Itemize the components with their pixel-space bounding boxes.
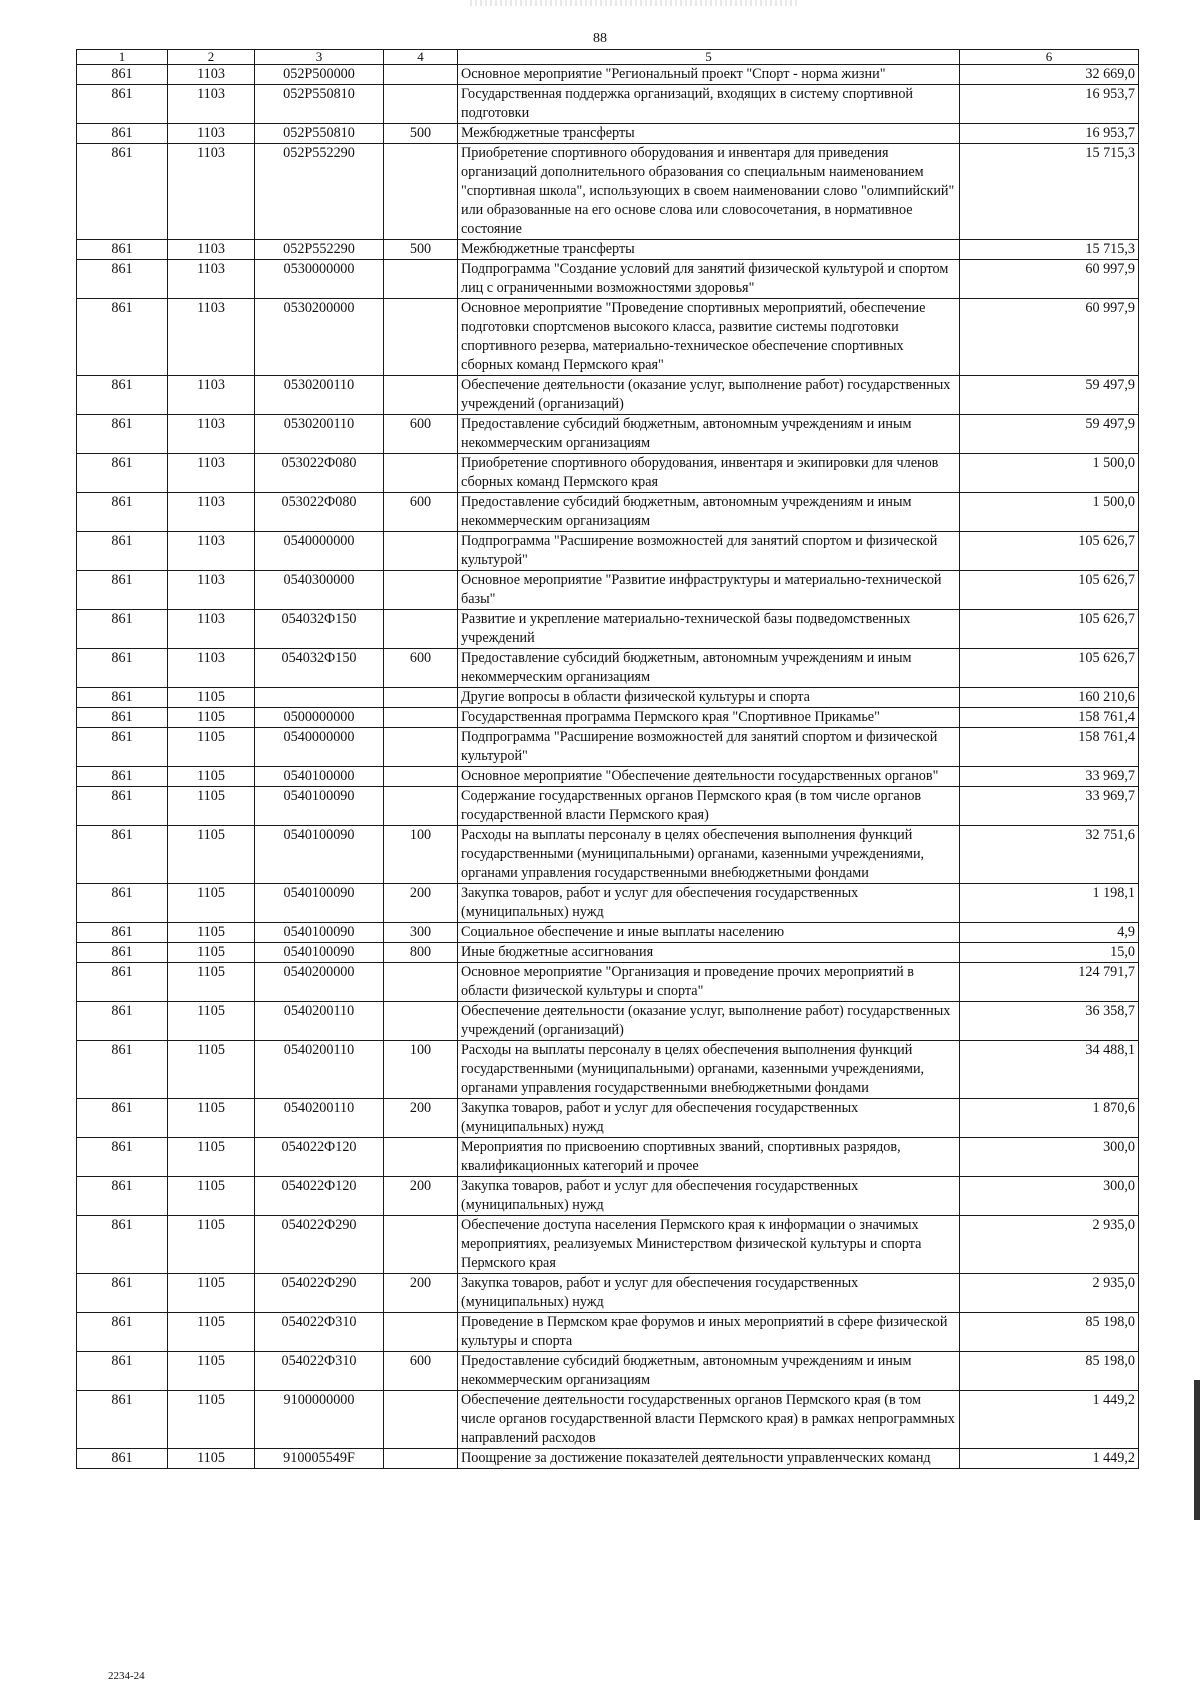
table-row	[77, 1041, 1139, 1099]
header-col-3: 3	[255, 50, 384, 65]
cell-section-code: 1105	[168, 826, 255, 884]
cell-article-code: 0530200000	[255, 299, 384, 376]
cell-item-name: Закупка товаров, работ и услуг для обеспечения государственных (муниципальных) нужд	[458, 1274, 960, 1313]
table-row	[77, 1352, 1139, 1391]
cell-expense-type: 600	[384, 1352, 458, 1391]
cell-expense-type	[384, 688, 458, 708]
cell-amount: 34 488,1	[960, 1041, 1139, 1099]
table-body	[77, 65, 1139, 1469]
cell-amount: 60 997,9	[960, 260, 1139, 299]
cell-amount: 160 210,6	[960, 688, 1139, 708]
table-row	[77, 85, 1139, 124]
cell-article-code: 054032Ф150	[255, 610, 384, 649]
cell-expense-type: 600	[384, 649, 458, 688]
cell-article-code: 052P552290	[255, 144, 384, 240]
table-row	[77, 415, 1139, 454]
cell-article-code: 054022Ф310	[255, 1313, 384, 1352]
table-row	[77, 1274, 1139, 1313]
table-row	[77, 571, 1139, 610]
cell-amount: 300,0	[960, 1177, 1139, 1216]
cell-article-code: 0530000000	[255, 260, 384, 299]
cell-item-name: Подпрограмма "Расширение возможностей для занятий спортом и физической культурой"	[458, 532, 960, 571]
cell-item-name: Иные бюджетные ассигнования	[458, 943, 960, 963]
cell-expense-type	[384, 299, 458, 376]
cell-section-code: 1103	[168, 454, 255, 493]
cell-amount: 16 953,7	[960, 85, 1139, 124]
cell-section-code: 1103	[168, 124, 255, 144]
cell-article-code: 0530200110	[255, 415, 384, 454]
table-row	[77, 884, 1139, 923]
cell-amount: 124 791,7	[960, 963, 1139, 1002]
cell-section-code: 1105	[168, 1313, 255, 1352]
cell-amount: 15 715,3	[960, 144, 1139, 240]
scan-artifact-edge	[1194, 1380, 1200, 1520]
cell-expense-type	[384, 1002, 458, 1041]
table-row	[77, 1313, 1139, 1352]
table-row	[77, 1138, 1139, 1177]
cell-expense-type: 200	[384, 1099, 458, 1138]
cell-admin-code: 861	[77, 415, 168, 454]
cell-expense-type	[384, 767, 458, 787]
cell-admin-code: 861	[77, 728, 168, 767]
cell-amount: 2 935,0	[960, 1216, 1139, 1274]
cell-article-code: 054022Ф290	[255, 1216, 384, 1274]
cell-admin-code: 861	[77, 454, 168, 493]
cell-article-code: 052P552290	[255, 240, 384, 260]
cell-item-name: Государственная поддержка организаций, входящих в систему спортивной подготовки	[458, 85, 960, 124]
cell-section-code: 1105	[168, 963, 255, 1002]
cell-amount: 16 953,7	[960, 124, 1139, 144]
cell-item-name: Обеспечение деятельности (оказание услуг, выполнение работ) государственных учреждений (организаций)	[458, 1002, 960, 1041]
cell-admin-code: 861	[77, 532, 168, 571]
cell-section-code: 1105	[168, 767, 255, 787]
cell-article-code: 054022Ф290	[255, 1274, 384, 1313]
cell-item-name: Приобретение спортивного оборудования, инвентаря и экипировки для членов сборных команд Пермского края	[458, 454, 960, 493]
cell-amount: 2 935,0	[960, 1274, 1139, 1313]
cell-item-name: Обеспечение деятельности государственных органов Пермского края (в том числе органов государственной власти Пермского края) в рамках непрограммных направлений расходов	[458, 1391, 960, 1449]
cell-article-code: 054022Ф120	[255, 1177, 384, 1216]
cell-amount: 59 497,9	[960, 376, 1139, 415]
cell-amount: 1 500,0	[960, 493, 1139, 532]
cell-admin-code: 861	[77, 65, 168, 85]
header-col-4: 4	[384, 50, 458, 65]
cell-item-name: Закупка товаров, работ и услуг для обеспечения государственных (муниципальных) нужд	[458, 1177, 960, 1216]
cell-admin-code: 861	[77, 299, 168, 376]
cell-admin-code: 861	[77, 1352, 168, 1391]
cell-section-code: 1105	[168, 1177, 255, 1216]
cell-expense-type	[384, 571, 458, 610]
cell-amount: 33 969,7	[960, 767, 1139, 787]
table-row	[77, 649, 1139, 688]
table-row	[77, 767, 1139, 787]
cell-expense-type	[384, 260, 458, 299]
cell-amount: 158 761,4	[960, 708, 1139, 728]
cell-expense-type: 600	[384, 415, 458, 454]
footer-code: 2234-24	[108, 1670, 145, 1682]
cell-section-code: 1105	[168, 688, 255, 708]
cell-item-name: Подпрограмма "Создание условий для занятий физической культурой и спортом лиц с ограниченными возможностями здоровья"	[458, 260, 960, 299]
cell-item-name: Основное мероприятие "Региональный проект "Спорт - норма жизни"	[458, 65, 960, 85]
cell-expense-type	[384, 144, 458, 240]
table-row	[77, 610, 1139, 649]
table-row	[77, 240, 1139, 260]
cell-expense-type	[384, 610, 458, 649]
cell-section-code: 1103	[168, 493, 255, 532]
cell-article-code: 0540200110	[255, 1041, 384, 1099]
table-row	[77, 124, 1139, 144]
budget-table	[76, 49, 1139, 1469]
cell-article-code: 0540200110	[255, 1002, 384, 1041]
cell-item-name: Другие вопросы в области физической культуры и спорта	[458, 688, 960, 708]
cell-item-name: Проведение в Пермском крае форумов и иных мероприятий в сфере физической культуры и спорта	[458, 1313, 960, 1352]
cell-section-code: 1105	[168, 1041, 255, 1099]
table-row	[77, 376, 1139, 415]
cell-expense-type: 200	[384, 1274, 458, 1313]
cell-expense-type	[384, 708, 458, 728]
cell-section-code: 1105	[168, 1216, 255, 1274]
table-row	[77, 493, 1139, 532]
cell-item-name: Государственная программа Пермского края "Спортивное Прикамье"	[458, 708, 960, 728]
cell-item-name: Межбюджетные трансферты	[458, 240, 960, 260]
cell-amount: 15 715,3	[960, 240, 1139, 260]
cell-section-code: 1105	[168, 923, 255, 943]
cell-amount: 4,9	[960, 923, 1139, 943]
cell-section-code: 1103	[168, 649, 255, 688]
cell-article-code: 0540100000	[255, 767, 384, 787]
cell-item-name: Основное мероприятие "Обеспечение деятельности государственных органов"	[458, 767, 960, 787]
cell-admin-code: 861	[77, 1099, 168, 1138]
cell-item-name: Предоставление субсидий бюджетным, автономным учреждениям и иным некоммерческим организациям	[458, 415, 960, 454]
table-row	[77, 260, 1139, 299]
cell-expense-type	[384, 376, 458, 415]
cell-admin-code: 861	[77, 767, 168, 787]
cell-amount: 300,0	[960, 1138, 1139, 1177]
cell-article-code: 0540200110	[255, 1099, 384, 1138]
cell-expense-type	[384, 532, 458, 571]
cell-admin-code: 861	[77, 1313, 168, 1352]
cell-item-name: Мероприятия по присвоению спортивных званий, спортивных разрядов, квалификационных категорий и прочее	[458, 1138, 960, 1177]
cell-admin-code: 861	[77, 144, 168, 240]
cell-article-code: 054022Ф120	[255, 1138, 384, 1177]
cell-admin-code: 861	[77, 260, 168, 299]
cell-expense-type	[384, 454, 458, 493]
cell-admin-code: 861	[77, 1216, 168, 1274]
cell-section-code: 1105	[168, 943, 255, 963]
cell-item-name: Закупка товаров, работ и услуг для обеспечения государственных (муниципальных) нужд	[458, 1099, 960, 1138]
table-row	[77, 728, 1139, 767]
cell-admin-code: 861	[77, 1274, 168, 1313]
cell-article-code: 053022Ф080	[255, 493, 384, 532]
header-col-5: 5	[458, 50, 960, 65]
table-row	[77, 1002, 1139, 1041]
cell-article-code: 052P550810	[255, 124, 384, 144]
cell-amount: 105 626,7	[960, 610, 1139, 649]
cell-section-code: 1103	[168, 260, 255, 299]
cell-admin-code: 861	[77, 124, 168, 144]
cell-item-name: Предоставление субсидий бюджетным, автономным учреждениям и иным некоммерческим организациям	[458, 649, 960, 688]
cell-admin-code: 861	[77, 493, 168, 532]
cell-admin-code: 861	[77, 571, 168, 610]
table-row	[77, 1216, 1139, 1274]
table-row	[77, 144, 1139, 240]
table-row	[77, 688, 1139, 708]
cell-section-code: 1103	[168, 65, 255, 85]
cell-amount: 105 626,7	[960, 649, 1139, 688]
cell-article-code: 052P550810	[255, 85, 384, 124]
cell-article-code: 0540000000	[255, 728, 384, 767]
cell-admin-code: 861	[77, 923, 168, 943]
cell-admin-code: 861	[77, 708, 168, 728]
table-header-row	[77, 50, 1139, 65]
cell-item-name: Поощрение за достижение показателей деятельности управленческих команд	[458, 1449, 960, 1469]
cell-amount: 105 626,7	[960, 571, 1139, 610]
cell-article-code: 0540000000	[255, 532, 384, 571]
cell-admin-code: 861	[77, 376, 168, 415]
cell-admin-code: 861	[77, 1002, 168, 1041]
cell-admin-code: 861	[77, 826, 168, 884]
cell-admin-code: 861	[77, 85, 168, 124]
cell-item-name: Предоставление субсидий бюджетным, автономным учреждениям и иным некоммерческим организациям	[458, 1352, 960, 1391]
cell-expense-type: 800	[384, 943, 458, 963]
scan-artifact-top	[470, 0, 800, 6]
cell-section-code: 1103	[168, 571, 255, 610]
cell-expense-type	[384, 1216, 458, 1274]
cell-article-code: 9100000000	[255, 1391, 384, 1449]
cell-section-code: 1103	[168, 610, 255, 649]
table-row	[77, 923, 1139, 943]
cell-article-code: 0530200110	[255, 376, 384, 415]
cell-section-code: 1105	[168, 728, 255, 767]
cell-article-code: 0500000000	[255, 708, 384, 728]
cell-admin-code: 861	[77, 688, 168, 708]
cell-admin-code: 861	[77, 943, 168, 963]
cell-expense-type: 200	[384, 884, 458, 923]
table-row	[77, 787, 1139, 826]
cell-section-code: 1103	[168, 144, 255, 240]
cell-expense-type	[384, 728, 458, 767]
cell-expense-type: 500	[384, 124, 458, 144]
cell-admin-code: 861	[77, 1177, 168, 1216]
cell-section-code: 1103	[168, 240, 255, 260]
cell-admin-code: 861	[77, 1041, 168, 1099]
cell-expense-type	[384, 1391, 458, 1449]
cell-article-code: 0540100090	[255, 787, 384, 826]
cell-section-code: 1105	[168, 1449, 255, 1469]
cell-article-code: 053022Ф080	[255, 454, 384, 493]
cell-item-name: Основное мероприятие "Проведение спортивных мероприятий, обеспечение подготовки спортсменов высокого класса, развитие системы подготовки спортивного резерва, материально-техническое обеспечение спортивных сборных команд Пермского края"	[458, 299, 960, 376]
cell-article-code: 0540100090	[255, 923, 384, 943]
cell-item-name: Обеспечение деятельности (оказание услуг, выполнение работ) государственных учреждений (организаций)	[458, 376, 960, 415]
cell-amount: 158 761,4	[960, 728, 1139, 767]
cell-amount: 60 997,9	[960, 299, 1139, 376]
cell-admin-code: 861	[77, 884, 168, 923]
cell-amount: 1 449,2	[960, 1449, 1139, 1469]
header-col-6: 6	[960, 50, 1139, 65]
table-row	[77, 454, 1139, 493]
cell-amount: 105 626,7	[960, 532, 1139, 571]
cell-amount: 15,0	[960, 943, 1139, 963]
table-row	[77, 963, 1139, 1002]
cell-amount: 85 198,0	[960, 1313, 1139, 1352]
cell-amount: 36 358,7	[960, 1002, 1139, 1041]
cell-article-code: 052P500000	[255, 65, 384, 85]
cell-item-name: Расходы на выплаты персоналу в целях обеспечения выполнения функций государственными (муниципальными) органами, казенными учреждениями, органами управления государственными внебюджетными фондами	[458, 826, 960, 884]
cell-item-name: Межбюджетные трансферты	[458, 124, 960, 144]
cell-expense-type	[384, 1313, 458, 1352]
cell-amount: 85 198,0	[960, 1352, 1139, 1391]
cell-section-code: 1105	[168, 1138, 255, 1177]
table-row	[77, 65, 1139, 85]
cell-item-name: Закупка товаров, работ и услуг для обеспечения государственных (муниципальных) нужд	[458, 884, 960, 923]
cell-section-code: 1105	[168, 1352, 255, 1391]
cell-expense-type	[384, 85, 458, 124]
cell-section-code: 1105	[168, 1099, 255, 1138]
table-row	[77, 299, 1139, 376]
cell-amount: 1 449,2	[960, 1391, 1139, 1449]
page-number: 88	[593, 31, 607, 46]
cell-item-name: Развитие и укрепление материально-технической базы подведомственных учреждений	[458, 610, 960, 649]
cell-admin-code: 861	[77, 610, 168, 649]
cell-expense-type: 600	[384, 493, 458, 532]
cell-article-code: 0540100090	[255, 943, 384, 963]
cell-item-name: Подпрограмма "Расширение возможностей для занятий спортом и физической культурой"	[458, 728, 960, 767]
cell-admin-code: 861	[77, 240, 168, 260]
cell-admin-code: 861	[77, 1138, 168, 1177]
cell-item-name: Содержание государственных органов Пермского края (в том числе органов государственной власти Пермского края)	[458, 787, 960, 826]
cell-expense-type: 300	[384, 923, 458, 943]
cell-expense-type	[384, 787, 458, 826]
cell-section-code: 1105	[168, 708, 255, 728]
cell-amount: 32 751,6	[960, 826, 1139, 884]
cell-item-name: Социальное обеспечение и иные выплаты населению	[458, 923, 960, 943]
cell-amount: 32 669,0	[960, 65, 1139, 85]
cell-section-code: 1105	[168, 1391, 255, 1449]
cell-amount: 1 870,6	[960, 1099, 1139, 1138]
cell-expense-type: 500	[384, 240, 458, 260]
cell-amount: 59 497,9	[960, 415, 1139, 454]
cell-expense-type: 100	[384, 1041, 458, 1099]
cell-section-code: 1105	[168, 1274, 255, 1313]
cell-section-code: 1103	[168, 376, 255, 415]
cell-item-name: Расходы на выплаты персоналу в целях обеспечения выполнения функций государственными (муниципальными) органами, казенными учреждениями, органами управления государственными внебюджетными фондами	[458, 1041, 960, 1099]
table-row	[77, 1391, 1139, 1449]
cell-item-name: Основное мероприятие "Развитие инфраструктуры и материально-технической базы"	[458, 571, 960, 610]
cell-expense-type	[384, 1138, 458, 1177]
cell-article-code: 910005549F	[255, 1449, 384, 1469]
table-row	[77, 532, 1139, 571]
cell-item-name: Основное мероприятие "Организация и проведение прочих мероприятий в области физической культуры и спорта"	[458, 963, 960, 1002]
cell-expense-type	[384, 1449, 458, 1469]
cell-amount: 1 500,0	[960, 454, 1139, 493]
table-row	[77, 1177, 1139, 1216]
table-row	[77, 1449, 1139, 1469]
table-row	[77, 943, 1139, 963]
cell-article-code: 0540100090	[255, 826, 384, 884]
header-col-1: 1	[77, 50, 168, 65]
cell-article-code: 0540300000	[255, 571, 384, 610]
cell-admin-code: 861	[77, 649, 168, 688]
cell-expense-type	[384, 963, 458, 1002]
cell-article-code: 054032Ф150	[255, 649, 384, 688]
cell-article-code: 0540100090	[255, 884, 384, 923]
cell-section-code: 1103	[168, 415, 255, 454]
cell-article-code	[255, 688, 384, 708]
cell-item-name: Обеспечение доступа населения Пермского края к информации о значимых мероприятиях, реализуемых Министерством физической культуры и спорта Пермского края	[458, 1216, 960, 1274]
cell-section-code: 1105	[168, 884, 255, 923]
table-row	[77, 826, 1139, 884]
cell-amount: 33 969,7	[960, 787, 1139, 826]
cell-expense-type	[384, 65, 458, 85]
cell-article-code: 054022Ф310	[255, 1352, 384, 1391]
cell-item-name: Приобретение спортивного оборудования и инвентаря для приведения организаций дополнительного образования со специальным наименованием "спортивная школа", использующих в своем наименовании слово "олимпийский" или образованные на его основе слова или словосочетания, в нормативное состояние	[458, 144, 960, 240]
cell-admin-code: 861	[77, 787, 168, 826]
cell-expense-type: 200	[384, 1177, 458, 1216]
cell-section-code: 1105	[168, 787, 255, 826]
cell-section-code: 1105	[168, 1002, 255, 1041]
cell-article-code: 0540200000	[255, 963, 384, 1002]
table-row	[77, 708, 1139, 728]
cell-section-code: 1103	[168, 532, 255, 571]
cell-admin-code: 861	[77, 1449, 168, 1469]
table-row	[77, 1099, 1139, 1138]
cell-item-name: Предоставление субсидий бюджетным, автономным учреждениям и иным некоммерческим организациям	[458, 493, 960, 532]
cell-section-code: 1103	[168, 299, 255, 376]
cell-expense-type: 100	[384, 826, 458, 884]
cell-amount: 1 198,1	[960, 884, 1139, 923]
cell-section-code: 1103	[168, 85, 255, 124]
cell-admin-code: 861	[77, 963, 168, 1002]
header-col-2: 2	[168, 50, 255, 65]
cell-admin-code: 861	[77, 1391, 168, 1449]
